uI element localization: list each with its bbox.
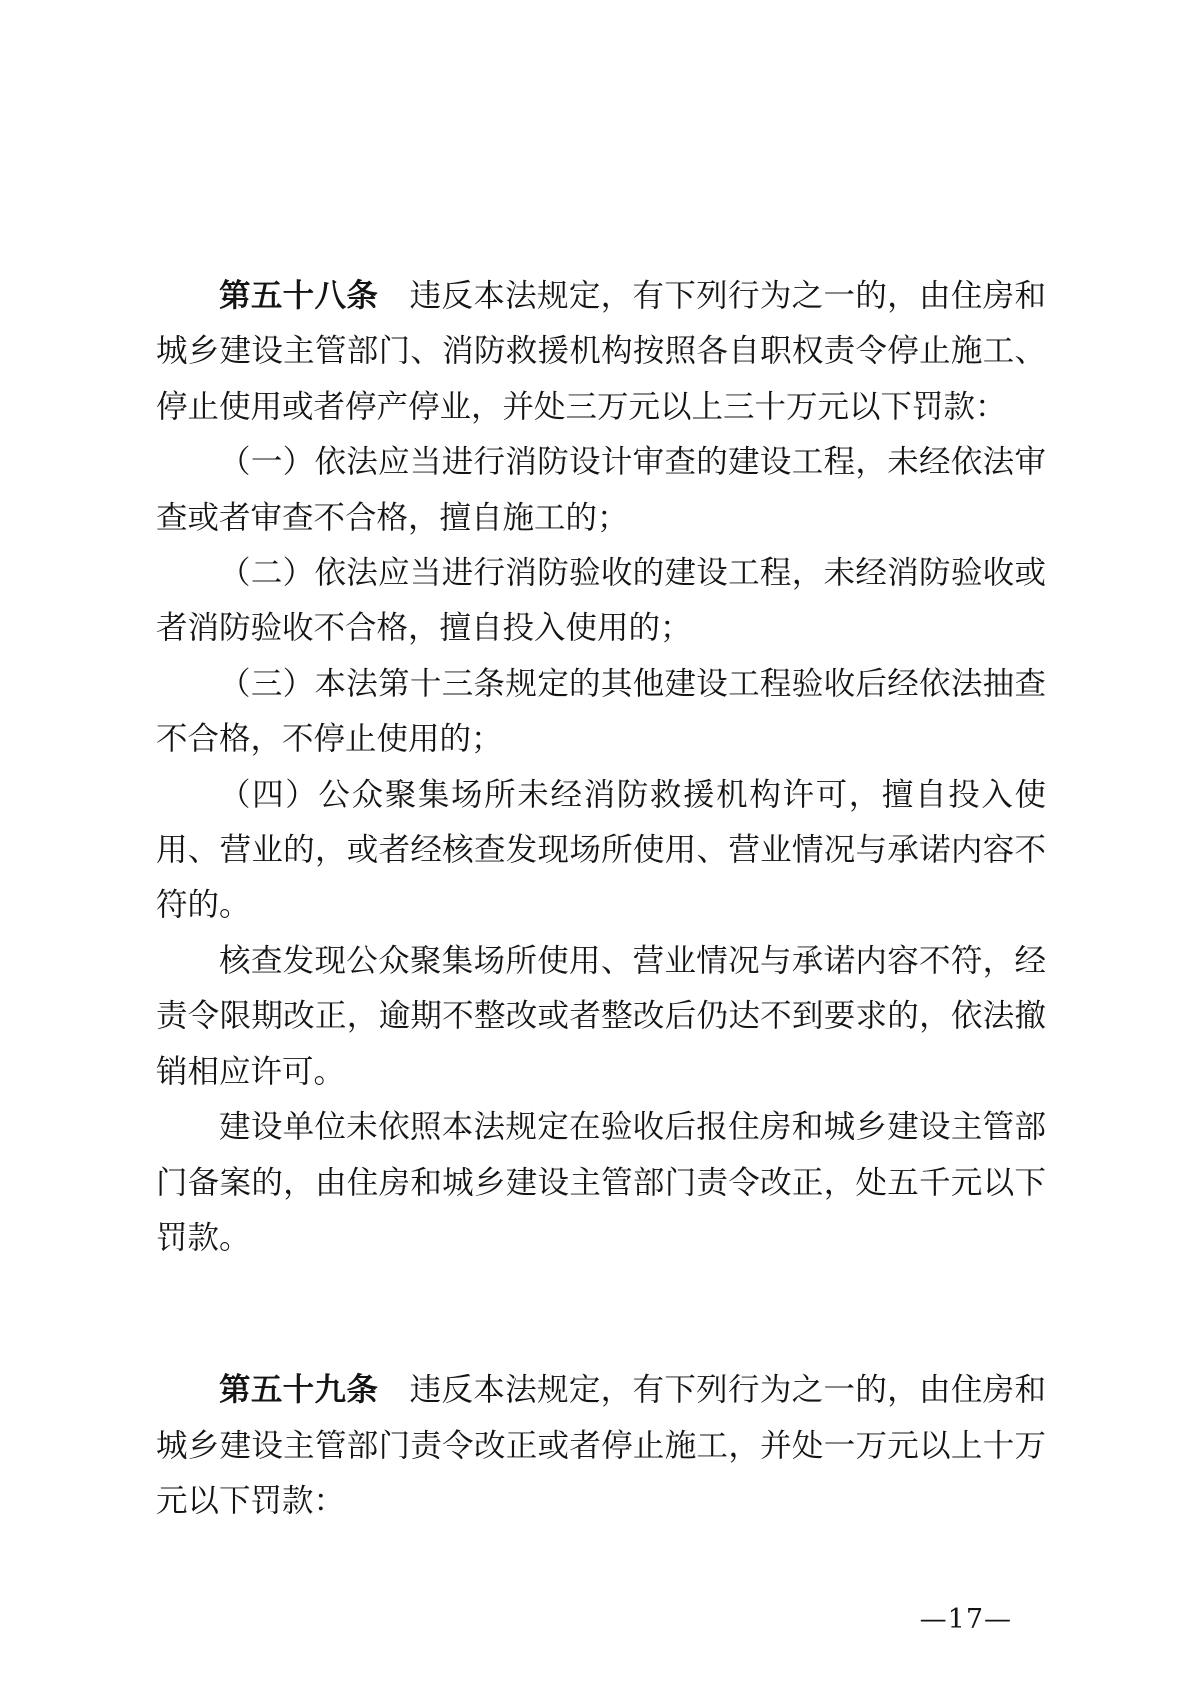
article-58-opening-paragraph — [156, 269, 1046, 435]
article-59-lead-text: 违反本法规定，有下列行为之一的，由住房和城乡建设主管部门责令改正或者停止施工，并处一万元以上十万元以下罚款： — [156, 1372, 1046, 1520]
article-59-number: 第五十九条 — [219, 1372, 379, 1409]
article-58-paragraph-filing-fine: 建设单位未依照本法规定在验收后报住房和城乡建设主管部门备案的，由住房和城乡建设主管部门责令改正，处五千元以下罚款。 — [156, 1109, 1046, 1256]
article-58-number: 第五十八条 — [219, 278, 379, 314]
article-58-item-1: （一）依法应当进行消防设计审查的建设工程，未经依法审查或者审查不合格，擅自施工的； — [156, 444, 1046, 536]
article-59-opening-paragraph — [156, 1363, 1046, 1529]
article-58-item-2: （二）依法应当进行消防验收的建设工程，未经消防验收或者消防验收不合格，擅自投入使用的； — [156, 555, 1046, 647]
article-section-58 — [156, 269, 1046, 1266]
article-58-item-4: （四）公众聚集场所未经消防救援机构许可，擅自投入使用、营业的，或者经核查发现场所使用、营业情况与承诺内容不符的。 — [156, 776, 1046, 924]
article-58-lead-text: 违反本法规定，有下列行为之一的，由住房和城乡建设主管部门、消防救援机构按照各自职权责令停止施工、停止使用或者停产停业，并处三万元以上三十万元以下罚款： — [156, 278, 1046, 425]
article-58-item-3: （三）本法第十三条规定的其他建设工程验收后经依法抽查不合格，不停止使用的； — [156, 665, 1046, 758]
article-58-paragraph-revoke-permit: 核查发现公众聚集场所使用、营业情况与承诺内容不符，经责令限期改正，逾期不整改或者整改后仍达不到要求的，依法撤销相应许可。 — [156, 942, 1046, 1090]
article-section-59 — [156, 1363, 1046, 1529]
page-number: —17— — [919, 1604, 1012, 1635]
